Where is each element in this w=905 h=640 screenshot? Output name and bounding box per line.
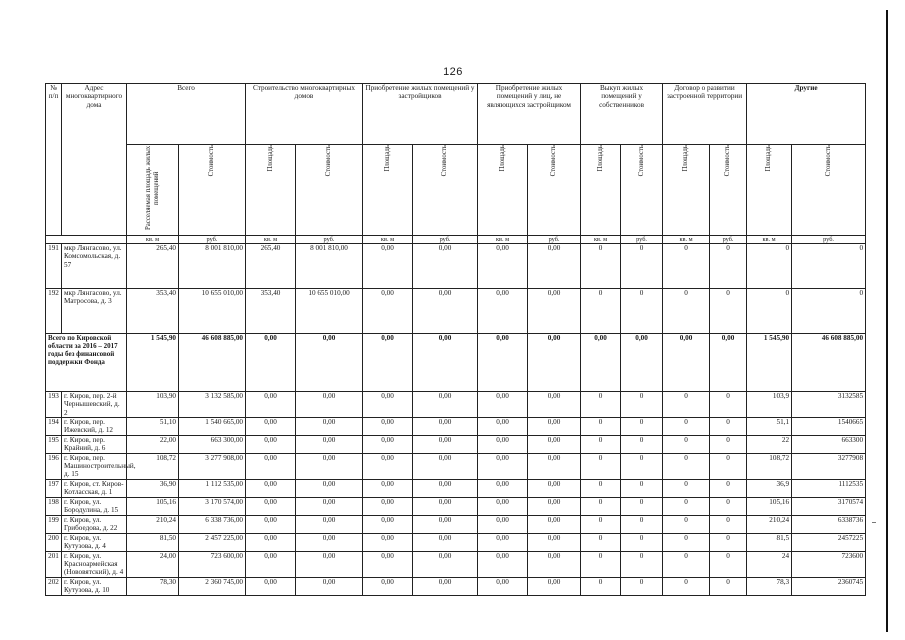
subcolumn-header-label: Стоимость <box>637 145 645 177</box>
row-number: 191 <box>46 244 62 289</box>
cell-value: 3 277 908,00 <box>179 453 246 479</box>
unit-label: кв. м <box>747 236 792 244</box>
cell-value: 2457225 <box>792 533 866 551</box>
cell-value: 0 <box>621 577 663 595</box>
cell-value: 6338736 <box>792 515 866 533</box>
cell-value: 0,00 <box>246 435 296 453</box>
cell-value: 1112535 <box>792 479 866 497</box>
cell-value: 0,00 <box>296 417 363 435</box>
column-no-header: № п/п <box>46 84 62 236</box>
cell-value: 0,00 <box>413 334 478 392</box>
cell-value: 51,10 <box>127 417 179 435</box>
cell-value: 51,1 <box>747 417 792 435</box>
cell-value: 0 <box>581 497 621 515</box>
row-address: г. Киров, пер. 2-й Чернышевский, д. 2 <box>62 392 127 418</box>
cell-value: 0,00 <box>363 435 413 453</box>
units-row <box>46 236 866 244</box>
cell-value: 0 <box>710 435 747 453</box>
cell-value: 0,00 <box>478 289 528 334</box>
cell-value: 0,00 <box>478 533 528 551</box>
row-number: 201 <box>46 551 62 577</box>
resettlement-table <box>45 83 866 596</box>
cell-value: 0 <box>621 497 663 515</box>
cell-value: 3170574 <box>792 497 866 515</box>
cell-value: 0,00 <box>478 497 528 515</box>
row-number: 198 <box>46 497 62 515</box>
cell-value: 0 <box>710 289 747 334</box>
row-address: мкр Лянгасово, ул. Комсомольская, д. 57 <box>62 244 127 289</box>
cell-value: 0,00 <box>478 334 528 392</box>
row-number: 197 <box>46 479 62 497</box>
cell-value: 108,72 <box>747 453 792 479</box>
table-row <box>46 533 866 551</box>
unit-label: кв. м <box>663 236 710 244</box>
cell-value: 36,9 <box>747 479 792 497</box>
column-address-header: Адрес многоквартирного дома <box>62 84 127 236</box>
subcolumn-header-label: Площадь <box>596 145 604 172</box>
cell-value: 0,00 <box>528 453 581 479</box>
cell-value: 105,16 <box>127 497 179 515</box>
cell-value: 22 <box>747 435 792 453</box>
subcolumn-header-label: Стоимость <box>208 145 216 177</box>
unit-label: руб. <box>528 236 581 244</box>
group-header-other: Другие <box>747 84 866 145</box>
cell-value: 0 <box>581 577 621 595</box>
cell-value: 0,00 <box>363 244 413 289</box>
cell-value: 36,90 <box>127 479 179 497</box>
cell-value: 0 <box>581 417 621 435</box>
cell-value: 0,00 <box>246 577 296 595</box>
cell-value: 22,00 <box>127 435 179 453</box>
cell-value: 0 <box>663 392 710 418</box>
subcolumn-header <box>478 145 528 236</box>
subcolumn-header <box>528 145 581 236</box>
subcolumn-header <box>710 145 747 236</box>
cell-value: 0,00 <box>528 244 581 289</box>
cell-value: 0 <box>621 453 663 479</box>
subcolumn-header <box>663 145 710 236</box>
cell-value: 0 <box>621 244 663 289</box>
unit-label: руб. <box>179 236 246 244</box>
cell-value: 0,00 <box>478 392 528 418</box>
group-header-development-agreement: Договор о развитии застроенной территории <box>663 84 747 145</box>
cell-value: 3277908 <box>792 453 866 479</box>
cell-value: 0,00 <box>413 577 478 595</box>
table-row <box>46 417 866 435</box>
cell-value: 0,00 <box>296 334 363 392</box>
cell-value: 103,90 <box>127 392 179 418</box>
cell-value: 0,00 <box>413 244 478 289</box>
cell-value: 78,30 <box>127 577 179 595</box>
cell-value: 108,72 <box>127 453 179 479</box>
unit-label: руб. <box>296 236 363 244</box>
cell-value: 0,00 <box>246 417 296 435</box>
cell-value: 0,00 <box>413 497 478 515</box>
cell-value: 0,00 <box>581 334 621 392</box>
cell-value: 2 457 225,00 <box>179 533 246 551</box>
subcolumn-header-label: Площадь <box>765 145 773 172</box>
table-body <box>46 244 866 596</box>
cell-value: 0,00 <box>363 577 413 595</box>
cell-value: 265,40 <box>127 244 179 289</box>
cell-value: 0,00 <box>528 515 581 533</box>
cell-value: 0,00 <box>413 417 478 435</box>
row-address: г. Киров, ул. Кутузова, д. 10 <box>62 577 127 595</box>
cell-value: 8 001 810,00 <box>179 244 246 289</box>
cell-value: 0,00 <box>296 453 363 479</box>
table-row <box>46 435 866 453</box>
cell-value: 0 <box>710 551 747 577</box>
cell-value: 0 <box>663 577 710 595</box>
cell-value: 265,40 <box>246 244 296 289</box>
cell-value: 663300 <box>792 435 866 453</box>
table-header <box>46 84 866 244</box>
subcolumn-header-label: Площадь <box>383 145 391 172</box>
cell-value: 0,00 <box>528 497 581 515</box>
cell-value: 0 <box>710 497 747 515</box>
unit-label: кв. м <box>246 236 296 244</box>
table-row <box>46 453 866 479</box>
cell-value: 0,00 <box>363 533 413 551</box>
cell-value: 0,00 <box>478 244 528 289</box>
cell-value: 81,5 <box>747 533 792 551</box>
row-address: г. Киров, пер. Крайний, д. 6 <box>62 435 127 453</box>
group-header-construction: Строительство многоквартирных домов <box>246 84 363 145</box>
cell-value: 6 338 736,00 <box>179 515 246 533</box>
row-address: мкр Лянгасово, ул. Матросова, д. 3 <box>62 289 127 334</box>
cell-value: 0,00 <box>296 515 363 533</box>
cell-value: 10 655 010,00 <box>296 289 363 334</box>
subcolumn-header <box>792 145 866 236</box>
cell-value: 103,9 <box>747 392 792 418</box>
subcolumn-header-label: Площадь <box>498 145 506 172</box>
cell-value: 0,00 <box>478 479 528 497</box>
subcolumn-header-label: Стоимость <box>441 145 449 177</box>
row-number: 195 <box>46 435 62 453</box>
cell-value: 0,00 <box>413 289 478 334</box>
cell-value: 3132585 <box>792 392 866 418</box>
cell-value: 0 <box>710 479 747 497</box>
cell-value: 0,00 <box>363 551 413 577</box>
cell-value: 0,00 <box>296 497 363 515</box>
unit-label: руб. <box>792 236 866 244</box>
row-number: 202 <box>46 577 62 595</box>
unit-label: кв. м <box>127 236 179 244</box>
unit-label: кв. м <box>581 236 621 244</box>
page-number: 126 <box>443 66 463 78</box>
table-row <box>46 577 866 595</box>
table-row <box>46 244 866 289</box>
table-row <box>46 289 866 334</box>
cell-value: 0 <box>663 515 710 533</box>
scan-margin-mark <box>872 522 876 523</box>
cell-value: 0 <box>710 577 747 595</box>
cell-value: 0 <box>663 289 710 334</box>
subcolumn-header-label: Стоимость <box>824 145 832 177</box>
subcolumn-header <box>747 145 792 236</box>
cell-value: 0,00 <box>296 577 363 595</box>
cell-value: 0 <box>663 453 710 479</box>
cell-value: 353,40 <box>246 289 296 334</box>
cell-value: 0,00 <box>478 453 528 479</box>
row-address: г. Киров, пер. Машиностроительный, д. 15 <box>62 453 127 479</box>
unit-label: руб. <box>413 236 478 244</box>
row-number: 194 <box>46 417 62 435</box>
cell-value: 0,00 <box>528 435 581 453</box>
cell-value: 24 <box>747 551 792 577</box>
cell-value: 0 <box>581 435 621 453</box>
subcolumn-header <box>363 145 413 236</box>
subcolumn-header <box>621 145 663 236</box>
table-row <box>46 551 866 577</box>
unit-label: кв. м <box>478 236 528 244</box>
table-row <box>46 479 866 497</box>
row-address: г. Киров, ул. Кутузова, д. 4 <box>62 533 127 551</box>
cell-value: 0,00 <box>413 392 478 418</box>
cell-value: 3 170 574,00 <box>179 497 246 515</box>
row-address: г. Киров, ул. Красноармейская (Нововятский), д. 4 <box>62 551 127 577</box>
units-spacer <box>46 236 127 244</box>
table-row <box>46 392 866 418</box>
cell-value: 0,00 <box>246 515 296 533</box>
cell-value: 1 112 535,00 <box>179 479 246 497</box>
cell-value: 0,00 <box>478 435 528 453</box>
row-address: г. Киров, пер. Ижевский, д. 12 <box>62 417 127 435</box>
row-address: г. Киров, ст. Киров-Котласская, д. 1 <box>62 479 127 497</box>
table-row <box>46 497 866 515</box>
cell-value: 0,00 <box>478 417 528 435</box>
cell-value: 0 <box>581 244 621 289</box>
cell-value: 0,00 <box>663 334 710 392</box>
cell-value: 0,00 <box>528 417 581 435</box>
cell-value: 0,00 <box>528 577 581 595</box>
cell-value: 0 <box>710 533 747 551</box>
row-number: 192 <box>46 289 62 334</box>
subcolumn-header <box>413 145 478 236</box>
cell-value: 0,00 <box>246 453 296 479</box>
cell-value: 0,00 <box>246 497 296 515</box>
cell-value: 0 <box>747 289 792 334</box>
cell-value: 1540665 <box>792 417 866 435</box>
cell-value: 2 360 745,00 <box>179 577 246 595</box>
unit-label: кв. м <box>363 236 413 244</box>
cell-value: 0,00 <box>478 577 528 595</box>
cell-value: 0,00 <box>296 533 363 551</box>
subcolumn-header-label: Стоимость <box>550 145 558 177</box>
cell-value: 0,00 <box>528 334 581 392</box>
cell-value: 105,16 <box>747 497 792 515</box>
group-header-buyout: Выкуп жилых помещений у собственников <box>581 84 663 145</box>
cell-value: 0,00 <box>363 289 413 334</box>
cell-value: 0,00 <box>528 533 581 551</box>
subcolumn-header <box>127 145 179 236</box>
cell-value: 0,00 <box>246 334 296 392</box>
cell-value: 81,50 <box>127 533 179 551</box>
group-header-purchase-developers: Приобретение жилых помещений у застройщиков <box>363 84 478 145</box>
cell-value: 0,00 <box>363 453 413 479</box>
subcolumn-header <box>581 145 621 236</box>
row-address: г. Киров, ул. Грибоедова, д. 22 <box>62 515 127 533</box>
cell-value: 0,00 <box>478 515 528 533</box>
cell-value: 0 <box>663 551 710 577</box>
table-row <box>46 515 866 533</box>
cell-value: 0,00 <box>528 479 581 497</box>
cell-value: 0 <box>621 551 663 577</box>
cell-value: 0,00 <box>528 551 581 577</box>
subcolumn-header-label: Расселяемая площадь жилых помещений <box>144 145 160 231</box>
cell-value: 210,24 <box>747 515 792 533</box>
cell-value: 0,00 <box>413 515 478 533</box>
cell-value: 0 <box>792 244 866 289</box>
cell-value: 0,00 <box>363 417 413 435</box>
cell-value: 0,00 <box>363 515 413 533</box>
group-header-total: Всего <box>127 84 246 145</box>
cell-value: 24,00 <box>127 551 179 577</box>
cell-value: 0,00 <box>413 479 478 497</box>
cell-value: 0 <box>621 392 663 418</box>
cell-value: 0,00 <box>296 551 363 577</box>
cell-value: 78,3 <box>747 577 792 595</box>
cell-value: 0,00 <box>246 479 296 497</box>
cell-value: 0 <box>581 289 621 334</box>
cell-value: 0 <box>663 479 710 497</box>
cell-value: 0 <box>710 244 747 289</box>
cell-value: 0 <box>581 533 621 551</box>
row-address: г. Киров, ул. Бородулина, д. 15 <box>62 497 127 515</box>
cell-value: 0,00 <box>363 334 413 392</box>
cell-value: 0,00 <box>528 392 581 418</box>
subcolumn-header <box>179 145 246 236</box>
cell-value: 1 545,90 <box>747 334 792 392</box>
cell-value: 0 <box>621 289 663 334</box>
cell-value: 0 <box>663 244 710 289</box>
cell-value: 0 <box>581 515 621 533</box>
cell-value: 3 132 585,00 <box>179 392 246 418</box>
cell-value: 0,00 <box>478 551 528 577</box>
cell-value: 0,00 <box>413 533 478 551</box>
row-number: 196 <box>46 453 62 479</box>
cell-value: 0 <box>710 392 747 418</box>
cell-value: 0,00 <box>363 392 413 418</box>
cell-value: 0,00 <box>528 289 581 334</box>
row-number: 193 <box>46 392 62 418</box>
subcolumn-header <box>296 145 363 236</box>
cell-value: 0 <box>663 497 710 515</box>
cell-value: 0 <box>663 435 710 453</box>
subcolumn-header-label: Стоимость <box>724 145 732 177</box>
scan-edge-line <box>886 10 888 632</box>
cell-value: 0,00 <box>413 551 478 577</box>
cell-value: 0 <box>747 244 792 289</box>
group-header-purchase-non-developers: Приобретение жилых помещений у лиц, не являющихся застройщиком <box>478 84 581 145</box>
cell-value: 0 <box>581 479 621 497</box>
cell-value: 723 600,00 <box>179 551 246 577</box>
cell-value: 1 540 665,00 <box>179 417 246 435</box>
subheader-row <box>46 145 866 236</box>
cell-value: 0 <box>663 417 710 435</box>
cell-value: 0,00 <box>296 392 363 418</box>
cell-value: 0,00 <box>246 392 296 418</box>
cell-value: 210,24 <box>127 515 179 533</box>
cell-value: 0 <box>621 435 663 453</box>
cell-value: 0,00 <box>413 435 478 453</box>
cell-value: 46 608 885,00 <box>792 334 866 392</box>
cell-value: 0,00 <box>413 453 478 479</box>
total-row <box>46 334 866 392</box>
cell-value: 0,00 <box>296 435 363 453</box>
cell-value: 0 <box>581 453 621 479</box>
cell-value: 0 <box>710 453 747 479</box>
cell-value: 0,00 <box>621 334 663 392</box>
cell-value: 0,00 <box>363 479 413 497</box>
subcolumn-header-label: Площадь <box>682 145 690 172</box>
cell-value: 0 <box>792 289 866 334</box>
cell-value: 723600 <box>792 551 866 577</box>
total-row-label: Всего по Кировской области за 2016 – 2017 годы без финансовой поддержки Фонда <box>46 334 127 392</box>
cell-value: 663 300,00 <box>179 435 246 453</box>
cell-value: 0,00 <box>246 551 296 577</box>
unit-label: руб. <box>710 236 747 244</box>
row-number: 200 <box>46 533 62 551</box>
cell-value: 1 545,90 <box>127 334 179 392</box>
cell-value: 0 <box>621 515 663 533</box>
cell-value: 0 <box>621 479 663 497</box>
cell-value: 0,00 <box>363 497 413 515</box>
cell-value: 0,00 <box>296 479 363 497</box>
cell-value: 2360745 <box>792 577 866 595</box>
row-number: 199 <box>46 515 62 533</box>
cell-value: 46 608 885,00 <box>179 334 246 392</box>
cell-value: 0 <box>663 533 710 551</box>
cell-value: 0 <box>621 533 663 551</box>
cell-value: 0 <box>710 417 747 435</box>
cell-value: 0 <box>581 392 621 418</box>
unit-label: руб. <box>621 236 663 244</box>
cell-value: 0 <box>581 551 621 577</box>
cell-value: 0,00 <box>710 334 747 392</box>
subcolumn-header <box>246 145 296 236</box>
subcolumn-header-label: Площадь <box>266 145 274 172</box>
cell-value: 8 001 810,00 <box>296 244 363 289</box>
cell-value: 0,00 <box>246 533 296 551</box>
cell-value: 10 655 010,00 <box>179 289 246 334</box>
cell-value: 353,40 <box>127 289 179 334</box>
cell-value: 0 <box>710 515 747 533</box>
cell-value: 0 <box>621 417 663 435</box>
subcolumn-header-label: Стоимость <box>325 145 333 177</box>
